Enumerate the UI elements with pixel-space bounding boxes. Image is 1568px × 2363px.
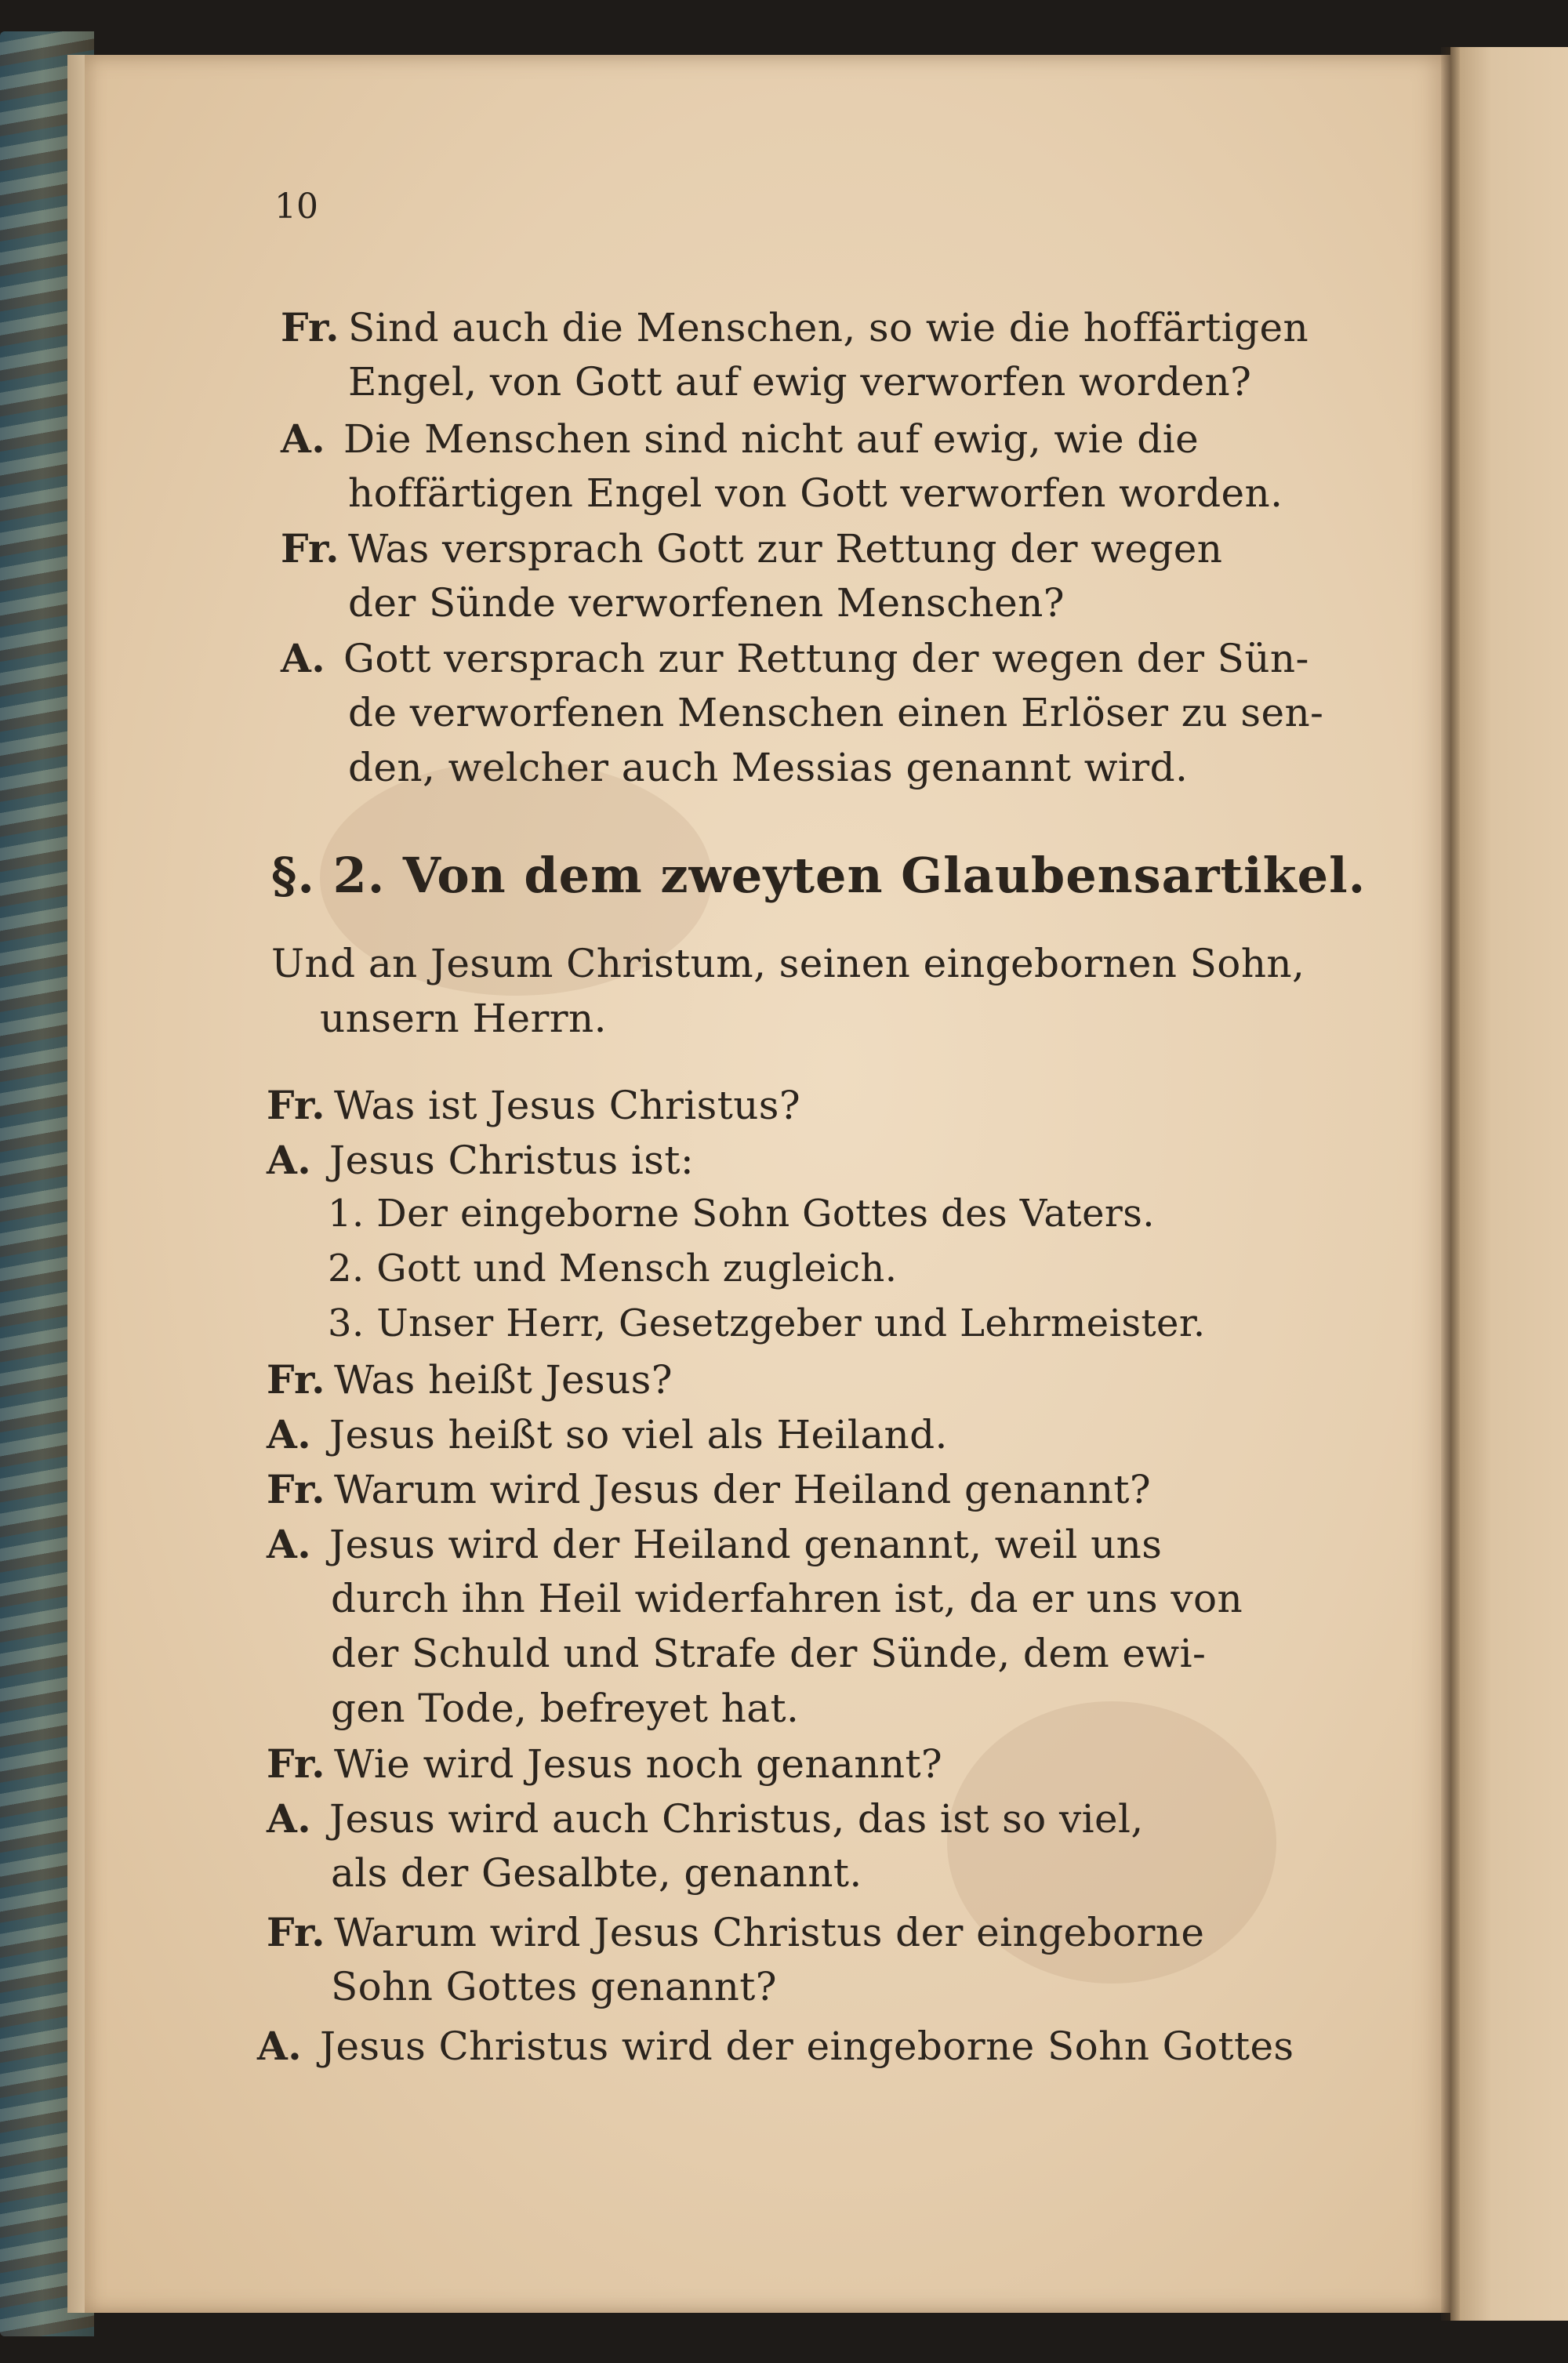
answer-continuation: als der Gesalbte, genannt. (331, 1850, 862, 1896)
creed-line: Und an Jesum Christum, seinen eingebornen Sohn, (271, 941, 1305, 986)
book-page (85, 55, 1450, 2313)
answer-marker: A. (281, 635, 326, 681)
answer-line (267, 1137, 694, 1183)
answer-line (281, 635, 1309, 681)
answer-continuation: der Schuld und Strafe der Sünde, dem ewi- (331, 1631, 1207, 1676)
answer-text: Jesus heißt so viel als Heiland. (329, 1412, 948, 1457)
question-line (267, 1466, 1151, 1512)
answer-marker: A. (257, 2023, 303, 2069)
answer-continuation: hoffärtigen Engel von Gott verworfen worden. (348, 470, 1283, 516)
question-text: Was heißt Jesus? (334, 1357, 673, 1403)
answer-continuation: durch ihn Heil widerfahren ist, da er uns von (331, 1576, 1243, 1621)
question-text: Warum wird Jesus der Heiland genannt? (334, 1467, 1152, 1512)
creed-line: unsern Herrn. (320, 996, 607, 1041)
answer-line (267, 1411, 948, 1457)
question-continuation: Engel, von Gott auf ewig verworfen worden? (348, 359, 1252, 405)
answer-line (267, 1521, 1162, 1567)
answer-text: Jesus Christus ist: (329, 1138, 695, 1183)
question-text: Was versprach Gott zur Rettung der wegen (348, 526, 1223, 572)
question-line (267, 1356, 673, 1403)
page-text (85, 55, 1450, 2313)
page-number: 10 (274, 187, 318, 227)
list-item: 3. Unser Herr, Gesetzgeber und Lehrmeister. (328, 1301, 1206, 1345)
question-continuation: der Sünde verworfenen Menschen? (348, 580, 1065, 626)
list-item: 1. Der eingeborne Sohn Gottes des Vaters. (328, 1192, 1155, 1236)
question-text: Wie wird Jesus noch genannt? (334, 1741, 943, 1787)
answer-line (281, 416, 1199, 462)
section-heading: §. 2. Von dem zweyten Glaubensartikel. (271, 847, 1367, 904)
answer-continuation: de verworfenen Menschen einen Erlöser zu sen- (348, 690, 1324, 735)
question-marker: Fr. (281, 304, 339, 350)
question-line (281, 525, 1222, 572)
question-text: Was ist Jesus Christus? (334, 1083, 801, 1128)
answer-text: Jesus wird der Heiland genannt, weil uns (329, 1522, 1163, 1567)
answer-marker: A. (267, 1795, 312, 1842)
answer-text: Die Menschen sind nicht auf ewig, wie die (343, 416, 1200, 462)
question-text: Sind auch die Menschen, so wie die hoffärtigen (348, 305, 1309, 350)
book-gutter (1441, 47, 1460, 2321)
question-marker: Fr. (267, 1909, 325, 1955)
question-marker: Fr. (267, 1082, 325, 1128)
question-line (267, 1740, 942, 1787)
list-item: 2. Gott und Mensch zugleich. (328, 1247, 898, 1290)
question-continuation: Sohn Gottes genannt? (331, 1964, 777, 2009)
answer-line (267, 1795, 1144, 1842)
answer-marker: A. (267, 1137, 312, 1183)
facing-page-edge (1450, 47, 1568, 2321)
answer-text: Jesus Christus wird der eingeborne Sohn Gottes (320, 2024, 1294, 2069)
answer-marker: A. (267, 1521, 312, 1567)
answer-text: Gott versprach zur Rettung der wegen der Sün- (343, 636, 1309, 681)
answer-text: Jesus wird auch Christus, das ist so viel, (329, 1796, 1144, 1842)
question-marker: Fr. (267, 1466, 325, 1512)
answer-marker: A. (281, 416, 326, 462)
answer-continuation: gen Tode, befreyet hat. (331, 1686, 800, 1731)
answer-line (257, 2023, 1294, 2069)
answer-continuation: den, welcher auch Messias genannt wird. (348, 745, 1189, 790)
question-line (267, 1909, 1204, 1955)
answer-marker: A. (267, 1411, 312, 1457)
question-line (267, 1082, 800, 1128)
question-marker: Fr. (281, 525, 339, 572)
question-marker: Fr. (267, 1740, 325, 1787)
question-text: Warum wird Jesus Christus der eingeborne (334, 1910, 1205, 1955)
question-line (281, 304, 1308, 350)
question-marker: Fr. (267, 1356, 325, 1403)
